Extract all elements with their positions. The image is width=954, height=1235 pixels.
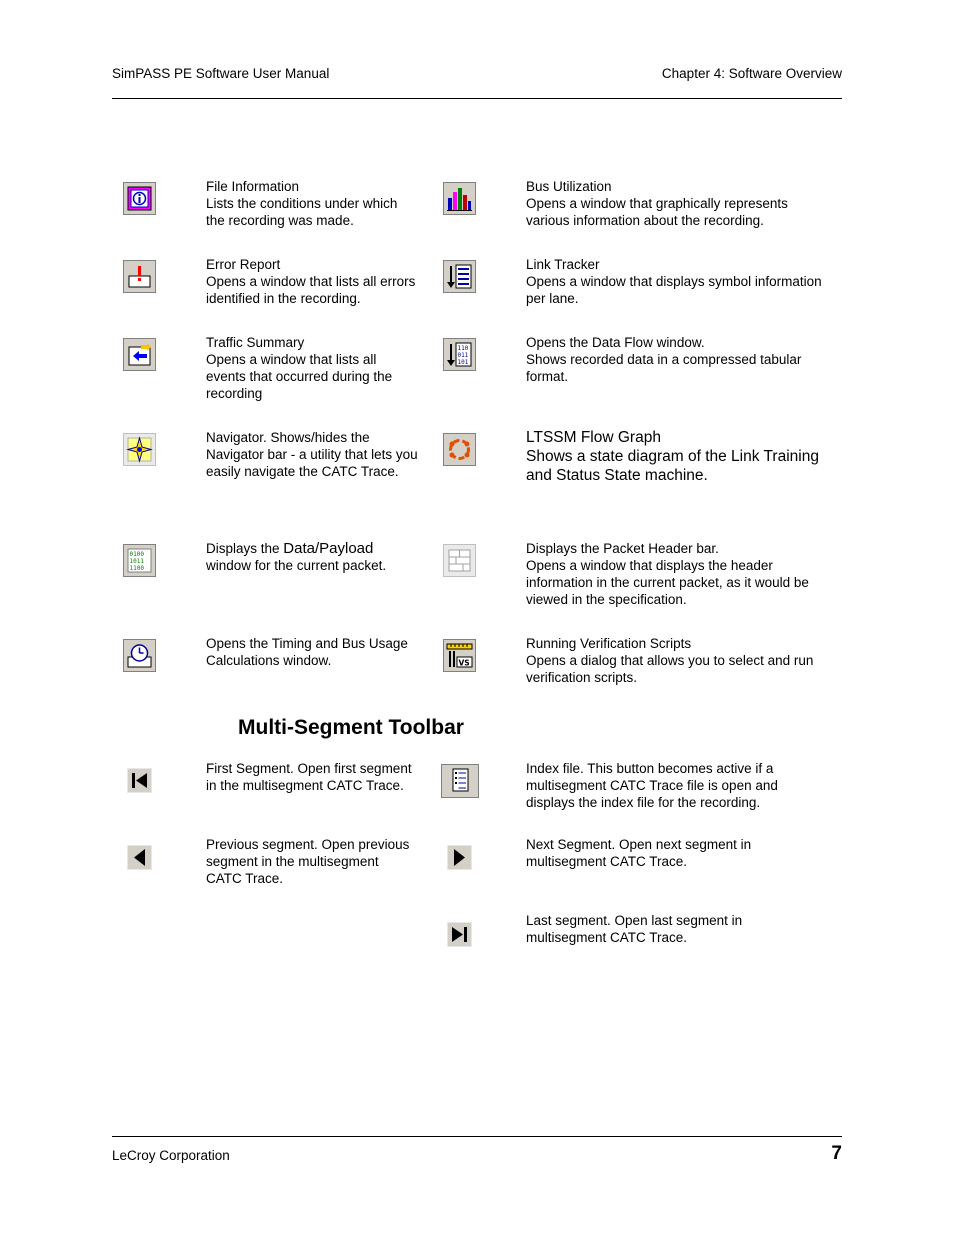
navigator-description xyxy=(206,429,418,480)
entry-title: Traffic Summary xyxy=(206,335,305,350)
entry-line: Shows a state diagram of the Link Training xyxy=(526,448,819,465)
entry-line: Shows recorded data in a compressed tabular xyxy=(526,352,802,367)
traffic-summary-description xyxy=(206,334,392,402)
entry-line: CATC Trace. xyxy=(206,871,284,886)
entry-line: window for the current packet. xyxy=(206,558,387,573)
last-segment-description xyxy=(526,912,742,946)
entry-title: Running Verification Scripts xyxy=(526,636,692,651)
footer-company: LeCroy Corporation xyxy=(112,1148,230,1163)
entry-line: identified in the recording. xyxy=(206,291,361,306)
timing-bus-usage-icon xyxy=(123,639,156,672)
bus-utilization-icon xyxy=(443,182,476,215)
entry-line: Calculations window. xyxy=(206,653,332,668)
link-tracker-description xyxy=(526,256,822,307)
entry-line: information in the current packet, as it would be xyxy=(526,575,809,590)
entry-line: and Status State machine. xyxy=(526,467,708,484)
svg-text:110: 110 xyxy=(457,345,469,352)
svg-text:1011: 1011 xyxy=(129,558,144,565)
file-information-icon xyxy=(123,182,156,215)
first-segment-icon xyxy=(127,768,152,793)
navigator-icon xyxy=(123,433,156,466)
svg-text:0100: 0100 xyxy=(129,551,144,558)
data-flow-description xyxy=(526,334,801,385)
next-segment-description xyxy=(526,836,751,870)
entry-title: File Information xyxy=(206,179,300,194)
entry-line: the recording was made. xyxy=(206,213,354,228)
header-rule xyxy=(112,98,842,99)
timing-bus-usage-description xyxy=(206,635,408,669)
data-flow-icon xyxy=(443,338,476,371)
data-payload-description xyxy=(206,540,386,574)
entry-line: Opens a window that displays symbol information xyxy=(526,274,822,289)
entry-title-prefix: Displays the xyxy=(206,541,284,556)
entry-title: Navigator. Shows/hides the xyxy=(206,430,370,445)
entry-line: segment in the multisegment xyxy=(206,854,379,869)
entry-line: viewed in the specification. xyxy=(526,592,687,607)
entry-line: Opens a window that lists all xyxy=(206,352,377,367)
error-report-description xyxy=(206,256,415,307)
traffic-summary-icon xyxy=(123,338,156,371)
ltssm-flow-graph-icon xyxy=(443,433,476,466)
verification-scripts-description xyxy=(526,635,813,686)
page-number: 7 xyxy=(831,1143,842,1164)
entry-line: Previous segment. Open previous xyxy=(206,837,410,852)
entry-line: various information about the recording. xyxy=(526,213,764,228)
entry-title-emphasis: Data/Payload xyxy=(283,540,374,557)
last-segment-icon xyxy=(447,922,472,947)
entry-title: Opens the Data Flow window. xyxy=(526,335,705,350)
index-file-description xyxy=(526,760,778,811)
entry-line: easily navigate the CATC Trace. xyxy=(206,464,399,479)
index-file-icon xyxy=(441,764,479,798)
svg-text:101: 101 xyxy=(457,359,469,366)
header-manual-title: SimPASS PE Software User Manual xyxy=(112,66,330,81)
entry-line: Last segment. Open last segment in xyxy=(526,913,743,928)
entry-line: Index file. This button becomes active if a xyxy=(526,761,774,776)
header-chapter-title: Chapter 4: Software Overview xyxy=(661,66,842,81)
previous-segment-description xyxy=(206,836,409,887)
packet-header-icon xyxy=(443,544,476,577)
data-payload-icon xyxy=(123,544,156,577)
entry-line: Opens a window that lists all errors xyxy=(206,274,416,289)
entry-title: Link Tracker xyxy=(526,257,600,272)
packet-header-description xyxy=(526,540,809,608)
entry-line: format. xyxy=(526,369,569,384)
entry-line: Opens a window that graphically represents xyxy=(526,196,788,211)
verification-scripts-icon xyxy=(443,639,476,672)
entry-line: recording xyxy=(206,386,263,401)
svg-text:011: 011 xyxy=(457,352,469,359)
entry-line: Opens a window that displays the header xyxy=(526,558,773,573)
entry-line: displays the index file for the recording. xyxy=(526,795,761,810)
entry-line: per lane. xyxy=(526,291,579,306)
entry-line: multisegment CATC Trace. xyxy=(526,930,688,945)
entry-title: Bus Utilization xyxy=(526,179,612,194)
entry-line: First Segment. Open first segment xyxy=(206,761,412,776)
first-segment-description xyxy=(206,760,412,794)
next-segment-icon xyxy=(447,845,472,870)
entry-title: Displays the Packet Header bar. xyxy=(526,541,719,556)
entry-title: LTSSM Flow Graph xyxy=(526,429,661,446)
footer-rule xyxy=(112,1136,842,1137)
entry-line: Lists the conditions under which xyxy=(206,196,398,211)
bus-utilization-description xyxy=(526,178,788,229)
entry-line: Navigator bar - a utility that lets you xyxy=(206,447,418,462)
entry-title: Opens the Timing and Bus Usage xyxy=(206,636,408,651)
entry-line: Next Segment. Open next segment in xyxy=(526,837,752,852)
ltssm-flow-graph-description xyxy=(526,428,819,485)
error-report-icon xyxy=(123,260,156,293)
link-tracker-icon xyxy=(443,260,476,293)
entry-title: Error Report xyxy=(206,257,281,272)
entry-line: events that occurred during the xyxy=(206,369,393,384)
svg-text:VS: VS xyxy=(458,658,470,668)
entry-line: verification scripts. xyxy=(526,670,638,685)
svg-text:1100: 1100 xyxy=(129,565,144,572)
file-information-description xyxy=(206,178,397,229)
entry-line: in the multisegment CATC Trace. xyxy=(206,778,404,793)
entry-line: multisegment CATC Trace. xyxy=(526,854,688,869)
entry-line: Opens a dialog that allows you to select and run xyxy=(526,653,814,668)
entry-line: multisegment CATC Trace file is open and xyxy=(526,778,778,793)
multi-segment-toolbar-heading: Multi-Segment Toolbar xyxy=(238,716,464,739)
previous-segment-icon xyxy=(127,845,152,870)
